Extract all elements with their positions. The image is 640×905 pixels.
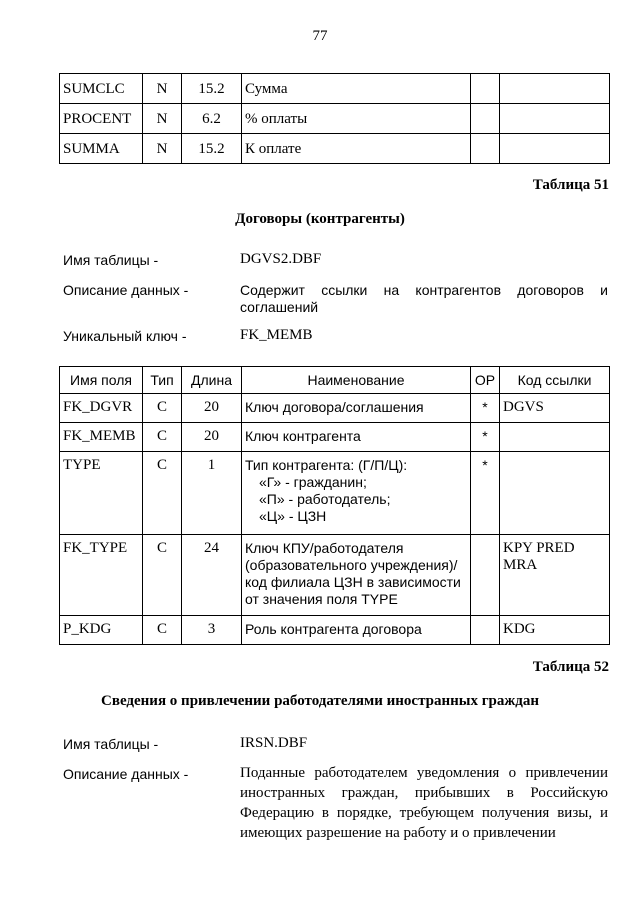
field-desc <box>242 535 471 616</box>
field-op <box>471 134 500 164</box>
desc-line: код филиала ЦЗН в зависимости <box>245 574 461 590</box>
field-length: 24 <box>182 535 242 616</box>
table-header-row <box>60 367 610 394</box>
field-op: * <box>471 423 500 452</box>
table-name-label: Имя таблицы - <box>63 736 159 752</box>
field-type: C <box>143 616 182 645</box>
header-ref: Код ссылки <box>500 367 610 394</box>
header-type: Тип <box>143 367 182 394</box>
field-type: N <box>143 104 182 134</box>
field-ref <box>500 535 610 616</box>
table-row <box>60 74 610 104</box>
field-length: 6.2 <box>182 104 242 134</box>
field-desc: % оплаты <box>242 104 471 134</box>
table-51-title: Договоры (контрагенты) <box>235 211 405 227</box>
field-ref: DGVS <box>500 394 610 423</box>
table-row <box>60 616 610 645</box>
header-name: Имя поля <box>60 367 143 394</box>
field-length: 15.2 <box>182 134 242 164</box>
field-length: 1 <box>182 452 242 535</box>
key-label: Уникальный ключ - <box>63 328 187 344</box>
field-ref <box>500 452 610 535</box>
description-label: Описание данных - <box>63 282 189 298</box>
field-name: PROCENT <box>60 104 143 134</box>
field-type: C <box>143 535 182 616</box>
table-name-value: DGVS2.DBF <box>240 251 322 267</box>
field-type: N <box>143 134 182 164</box>
field-desc: К оплате <box>242 134 471 164</box>
table-52-title: Сведения о привлечении работодателями иностранных граждан <box>101 693 539 709</box>
field-name: FK_MEMB <box>60 423 143 452</box>
ref-line: MRA <box>503 557 538 573</box>
header-op: ОР <box>471 367 500 394</box>
field-ref: KDG <box>500 616 610 645</box>
description-value: Поданные работодателем уведомления о привлечении иностранных граждан, прибывших в Российскую Федерацию в порядке, требующем получения визы, и имеющих разрешение на работу и о привлечении <box>240 765 608 841</box>
table-52-caption: Таблица 52 <box>532 659 609 675</box>
table-row <box>60 394 610 423</box>
field-op <box>471 535 500 616</box>
table-name-value: IRSN.DBF <box>240 735 308 751</box>
field-desc: Сумма <box>242 74 471 104</box>
field-length: 20 <box>182 394 242 423</box>
field-desc: Ключ договора/соглашения <box>242 394 471 423</box>
field-ref <box>500 104 610 134</box>
table-row <box>60 452 610 535</box>
field-op <box>471 616 500 645</box>
desc-line: (образовательного учреждения)/ <box>245 557 458 573</box>
header-length: Длина <box>182 367 242 394</box>
field-name: FK_TYPE <box>60 535 143 616</box>
field-length: 15.2 <box>182 74 242 104</box>
field-name: SUMCLC <box>60 74 143 104</box>
desc-line: Ключ КПУ/работодателя <box>245 540 404 556</box>
field-length: 3 <box>182 616 242 645</box>
field-desc: Роль контрагента договора <box>242 616 471 645</box>
table-row <box>60 104 610 134</box>
table-row <box>60 535 610 616</box>
field-name: P_KDG <box>60 616 143 645</box>
field-name: FK_DGVR <box>60 394 143 423</box>
field-ref <box>500 134 610 164</box>
table-row <box>60 423 610 452</box>
ref-line: KPY PRED <box>503 540 575 556</box>
desc-line: от значения поля TYPE <box>245 591 398 607</box>
desc-line: Тип контрагента: (Г/П/Ц): <box>245 457 408 473</box>
field-desc: Ключ контрагента <box>242 423 471 452</box>
key-value: FK_MEMB <box>240 327 313 343</box>
field-name: TYPE <box>60 452 143 535</box>
desc-line: «Ц» - ЦЗН <box>259 508 327 524</box>
table-row <box>60 134 610 164</box>
field-desc <box>242 452 471 535</box>
field-type: N <box>143 74 182 104</box>
page-number: 77 <box>312 28 328 44</box>
desc-line: «Г» - гражданин; <box>259 474 367 490</box>
field-type: C <box>143 423 182 452</box>
field-op: * <box>471 452 500 535</box>
header-desc: Наименование <box>242 367 471 394</box>
table-name-label: Имя таблицы - <box>63 252 159 268</box>
field-op <box>471 74 500 104</box>
field-op: * <box>471 394 500 423</box>
desc-line: «П» - работодатель; <box>259 491 391 507</box>
field-length: 20 <box>182 423 242 452</box>
field-ref <box>500 423 610 452</box>
description-value: Содержит ссылки на контрагентов договоров и соглашений <box>240 282 608 315</box>
field-name: SUMMA <box>60 134 143 164</box>
field-type: C <box>143 452 182 535</box>
description-label: Описание данных - <box>63 766 189 782</box>
field-op <box>471 104 500 134</box>
table-51-caption: Таблица 51 <box>532 177 609 193</box>
table-top <box>59 73 610 164</box>
field-type: C <box>143 394 182 423</box>
table-51 <box>59 366 610 645</box>
field-ref <box>500 74 610 104</box>
